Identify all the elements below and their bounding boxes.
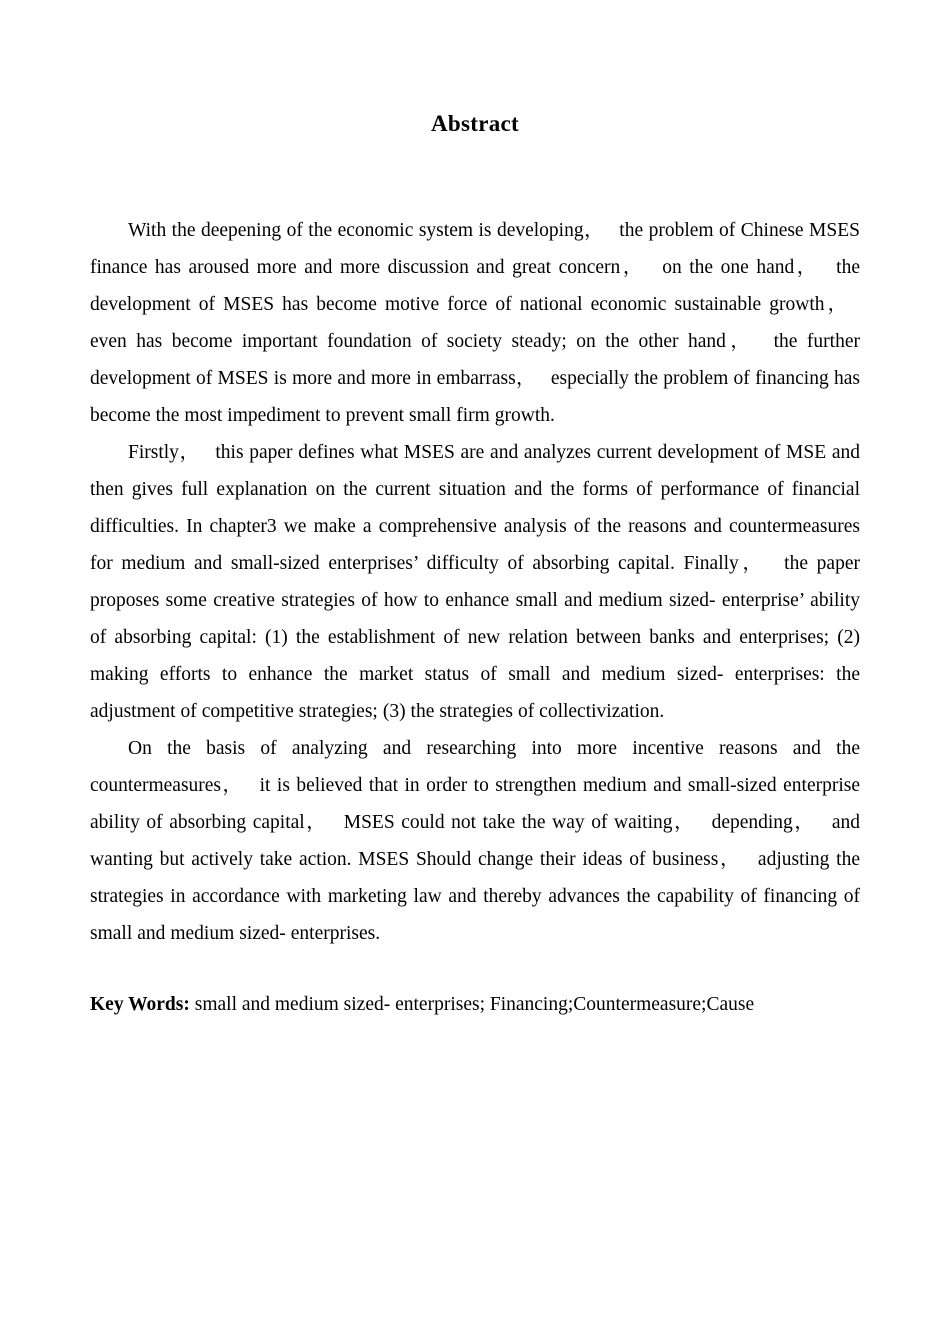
abstract-paragraph-1: With the deepening of the economic system is developing， the problem of Chinese MSES finance has aroused more and more discussion and great concern， on the one hand， the development of MSES has become motive force of national economic sustainable growth， even has become important foundation of society steady; on the other hand， the further development of MSES is more and more in embarrass， especially the problem of financing has become the most impediment to prevent small firm growth. [90, 219, 860, 426]
abstract-body [90, 212, 860, 1023]
keywords-label: Key Words: [90, 993, 190, 1015]
keywords-line [90, 952, 860, 1023]
keywords-value: small and medium sized- enterprises; Financing;Countermeasure;Cause [189, 993, 755, 1015]
document-content [90, 0, 860, 1023]
abstract-paragraph-2: Firstly， this paper defines what MSES are and analyzes current development of MSE and then gives full explanation on the current situation and the forms of performance of financial difficulties. In chapter3 we make a comprehensive analysis of the reasons and countermeasures for medium and small-sized enterprises’ difficulty of absorbing capital. Finally， the paper proposes some creative strategies of how to enhance small and medium sized- enterprise’ ability of absorbing capital: (1) the establishment of new relation between banks and enterprises; (2) making efforts to enhance the market status of small and medium sized- enterprises: the adjustment of competitive strategies; (3) the strategies of collectivization. [90, 441, 860, 722]
abstract-paragraph-3: On the basis of analyzing and researching into more incentive reasons and the countermeasures， it is believed that in order to strengthen medium and small-sized enterprise ability of absorbing capital， MSES could not take the way of waiting， depending， and wanting but actively take action. MSES Should change their ideas of business， adjusting the strategies in accordance with marketing law and thereby advances the capability of financing of small and medium sized- enterprises. [90, 737, 860, 944]
page-title: Abstract [431, 111, 519, 136]
